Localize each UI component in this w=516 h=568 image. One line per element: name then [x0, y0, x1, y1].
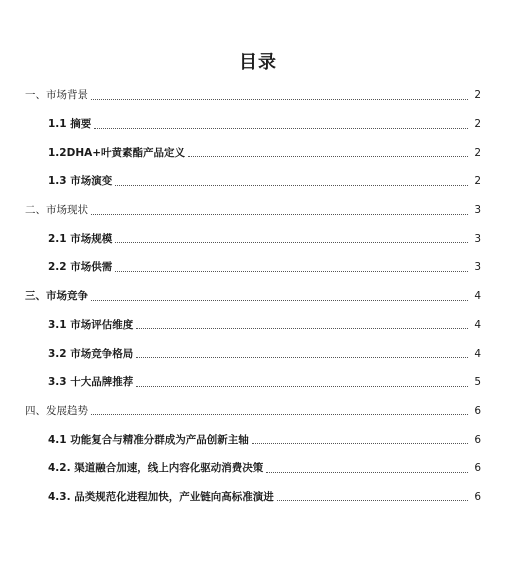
toc-entry-3-2[interactable]: [0, 339, 516, 368]
toc-entry-page: 3: [474, 261, 481, 274]
toc-title: 目录: [239, 52, 277, 73]
toc-entry-page: 6: [474, 433, 481, 446]
dot-leader: [188, 156, 468, 157]
toc-list: [0, 81, 516, 511]
toc-entry-1-3[interactable]: [0, 167, 516, 196]
toc-entry-label: 3.3 十大品牌推荐: [48, 376, 134, 389]
toc-entry-label: 一、市场背景: [25, 89, 88, 102]
toc-entry-1-2[interactable]: [0, 138, 516, 167]
toc-entry-page: 6: [474, 404, 481, 417]
dot-leader: [252, 443, 468, 444]
dot-leader: [91, 99, 468, 100]
toc-entry-page: 2: [474, 89, 481, 102]
toc-entry-page: 6: [474, 462, 481, 475]
toc-entry-label: 1.1 摘要: [48, 118, 92, 131]
toc-entry-section-4[interactable]: [0, 397, 516, 426]
toc-entry-label: 3.1 市场评估维度: [48, 318, 134, 331]
toc-entry-page: 2: [474, 118, 481, 131]
toc-entry-2-2[interactable]: [0, 253, 516, 282]
toc-entry-page: 2: [474, 175, 481, 188]
toc-entry-label: 4.1 功能复合与精准分群成为产品创新主轴: [48, 433, 249, 446]
toc-entry-section-1[interactable]: [0, 81, 516, 110]
toc-entry-label: 二、市场现状: [25, 204, 88, 217]
toc-entry-label: 2.1 市场规模: [48, 232, 113, 245]
toc-entry-label: 4.2. 渠道融合加速，线上内容化驱动消费决策: [48, 462, 264, 475]
toc-entry-section-3[interactable]: [0, 282, 516, 311]
toc-entry-page: 4: [474, 318, 481, 331]
toc-entry-page: 2: [474, 146, 481, 159]
dot-leader: [91, 414, 468, 415]
toc-entry-3-3[interactable]: [0, 368, 516, 397]
dot-leader: [136, 328, 468, 329]
toc-entry-label: 4.3. 品类规范化进程加快，产业链向高标准演进: [48, 490, 274, 503]
toc-entry-label: 1.3 市场演变: [48, 175, 113, 188]
dot-leader: [94, 128, 468, 129]
toc-entry-2-1[interactable]: [0, 224, 516, 253]
toc-entry-page: 3: [474, 232, 481, 245]
toc-entry-label: 2.2 市场供需: [48, 261, 113, 274]
dot-leader: [266, 472, 468, 473]
dot-leader: [136, 386, 468, 387]
toc-entry-page: 5: [474, 376, 481, 389]
toc-entry-label: 1.2DHA+叶黄素酯产品定义: [48, 146, 186, 159]
toc-entry-page: 3: [474, 204, 481, 217]
toc-entry-4-3[interactable]: [0, 483, 516, 512]
dot-leader: [115, 242, 468, 243]
toc-entry-label: 三、市场竞争: [25, 290, 88, 303]
toc-entry-3-1[interactable]: [0, 311, 516, 340]
toc-entry-page: 4: [474, 290, 481, 303]
toc-entry-1-1[interactable]: [0, 110, 516, 139]
toc-entry-label: 四、发展趋势: [25, 404, 88, 417]
dot-leader: [115, 271, 468, 272]
toc-entry-section-2[interactable]: [0, 196, 516, 225]
dot-leader: [91, 214, 468, 215]
toc-entry-4-2[interactable]: [0, 454, 516, 483]
dot-leader: [91, 300, 468, 301]
dot-leader: [277, 500, 468, 501]
toc-entry-4-1[interactable]: [0, 425, 516, 454]
dot-leader: [136, 357, 468, 358]
toc-entry-label: 3.2 市场竞争格局: [48, 347, 134, 360]
dot-leader: [115, 185, 468, 186]
toc-entry-page: 6: [474, 490, 481, 503]
toc-entry-page: 4: [474, 347, 481, 360]
